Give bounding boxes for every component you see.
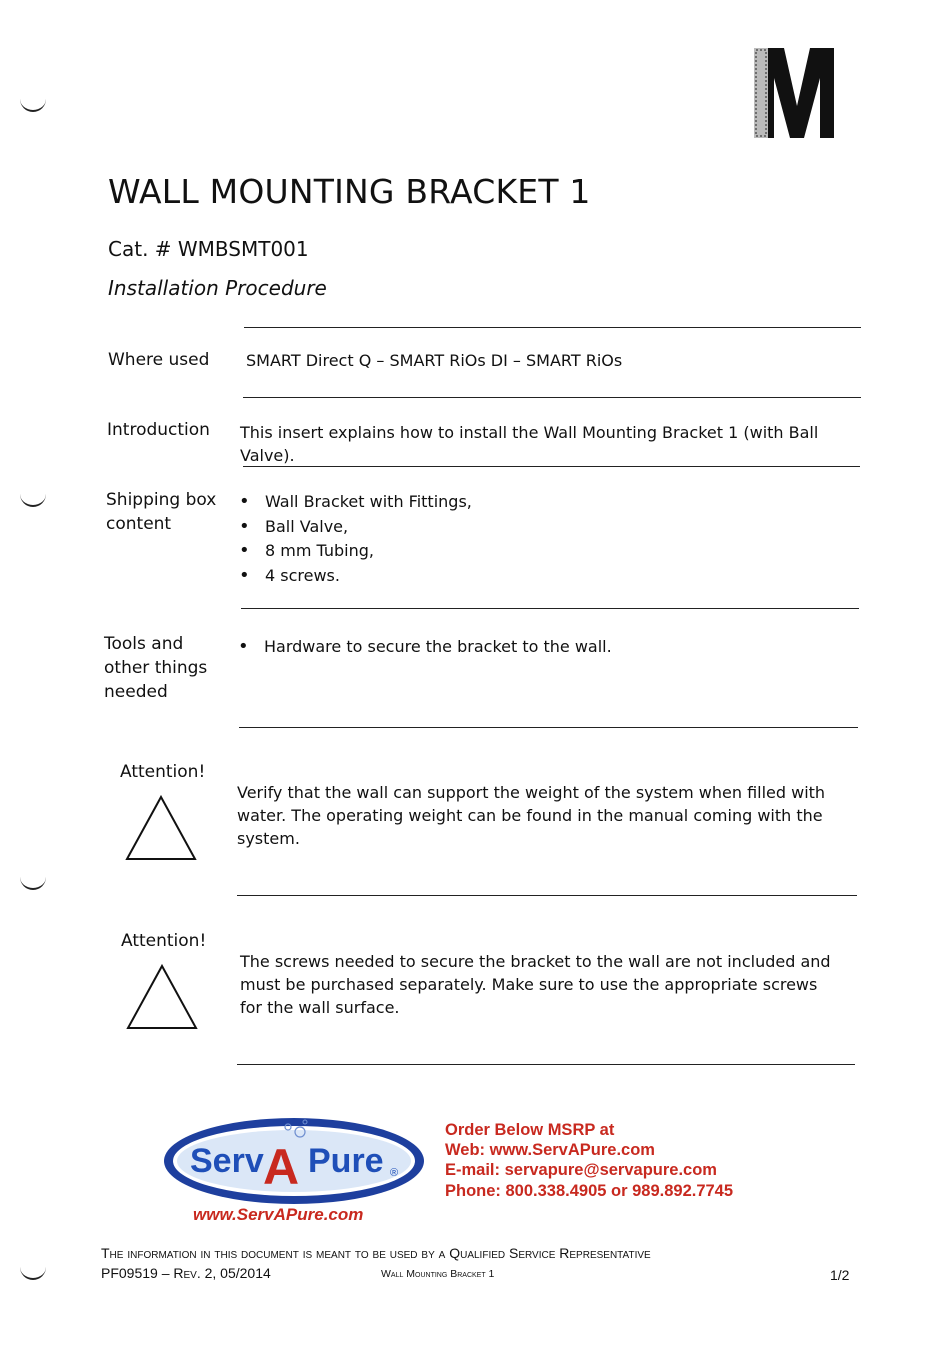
svg-text:Pure: Pure bbox=[308, 1142, 384, 1180]
tools-list bbox=[236, 635, 612, 660]
list-item: • Wall Bracket with Fittings, bbox=[237, 490, 472, 515]
punch-hole-mark bbox=[20, 876, 46, 890]
divider bbox=[241, 608, 859, 609]
punch-hole-mark bbox=[20, 493, 46, 507]
svg-text:®: ® bbox=[390, 1167, 399, 1179]
page-subtitle: Installation Procedure bbox=[108, 276, 327, 300]
warning-triangle-icon bbox=[125, 963, 199, 1031]
m-logo-icon bbox=[754, 44, 840, 140]
punch-hole-mark bbox=[20, 98, 46, 112]
introduction-text: This insert explains how to install the Wall Mounting Bracket 1 (with Ball Valve). bbox=[240, 423, 819, 465]
order-info bbox=[445, 1120, 733, 1201]
divider bbox=[237, 1064, 855, 1065]
svg-text:A: A bbox=[263, 1139, 300, 1195]
servapure-website-caption[interactable]: www.ServAPure.com bbox=[193, 1205, 364, 1224]
order-phone: Phone: 800.338.4905 or 989.892.7745 bbox=[445, 1181, 734, 1200]
order-web-link[interactable]: Web: www.ServAPure.com bbox=[445, 1141, 655, 1160]
tools-label: Tools and other things needed bbox=[104, 634, 208, 702]
list-item: • 4 screws. bbox=[237, 564, 472, 589]
servapure-logo bbox=[160, 1114, 428, 1210]
order-heading: Order Below MSRP at bbox=[445, 1121, 615, 1139]
divider bbox=[244, 327, 861, 328]
list-item: • Ball Valve, bbox=[237, 515, 472, 540]
footer-doc-title: Wall Mounting Bracket 1 bbox=[381, 1268, 495, 1280]
page-title: WALL MOUNTING BRACKET 1 bbox=[108, 172, 591, 211]
attention-label: Attention! bbox=[120, 762, 206, 782]
list-item: • Hardware to secure the bracket to the wall. bbox=[236, 635, 612, 660]
where-used-label: Where used bbox=[108, 350, 210, 370]
shipping-list bbox=[237, 490, 472, 588]
attention-label: Attention! bbox=[121, 931, 207, 951]
introduction-label: Introduction bbox=[107, 420, 210, 440]
list-item: • 8 mm Tubing, bbox=[237, 539, 472, 564]
order-email-link[interactable]: E-mail: servapure@servapure.com bbox=[445, 1161, 717, 1180]
shipping-label: Shipping box content bbox=[106, 490, 217, 534]
punch-hole-mark bbox=[20, 1266, 46, 1280]
divider bbox=[237, 895, 857, 896]
footer-doc-id: PF09519 – Rev. 2, 05/2014 bbox=[101, 1265, 271, 1281]
where-used-text: SMART Direct Q – SMART RiOs DI – SMART RiOs bbox=[246, 351, 623, 370]
catalog-number: Cat. # WMBSMT001 bbox=[108, 237, 309, 261]
attention-text: The screws needed to secure the bracket to the wall are not included and must be purchased separately. Make sure to use the appropriate screws for the wall surface. bbox=[240, 952, 831, 1017]
footer-notice: The information in this document is meant to be used by a Qualified Service Representative bbox=[101, 1245, 651, 1261]
page-number: 1/2 bbox=[830, 1267, 850, 1283]
warning-triangle-icon bbox=[124, 794, 198, 862]
attention-text: Verify that the wall can support the weight of the system when filled with water. The operating weight can be found in the manual coming with the system. bbox=[237, 783, 826, 848]
svg-text:Serv: Serv bbox=[190, 1142, 264, 1180]
divider bbox=[243, 397, 861, 398]
divider bbox=[239, 727, 858, 728]
